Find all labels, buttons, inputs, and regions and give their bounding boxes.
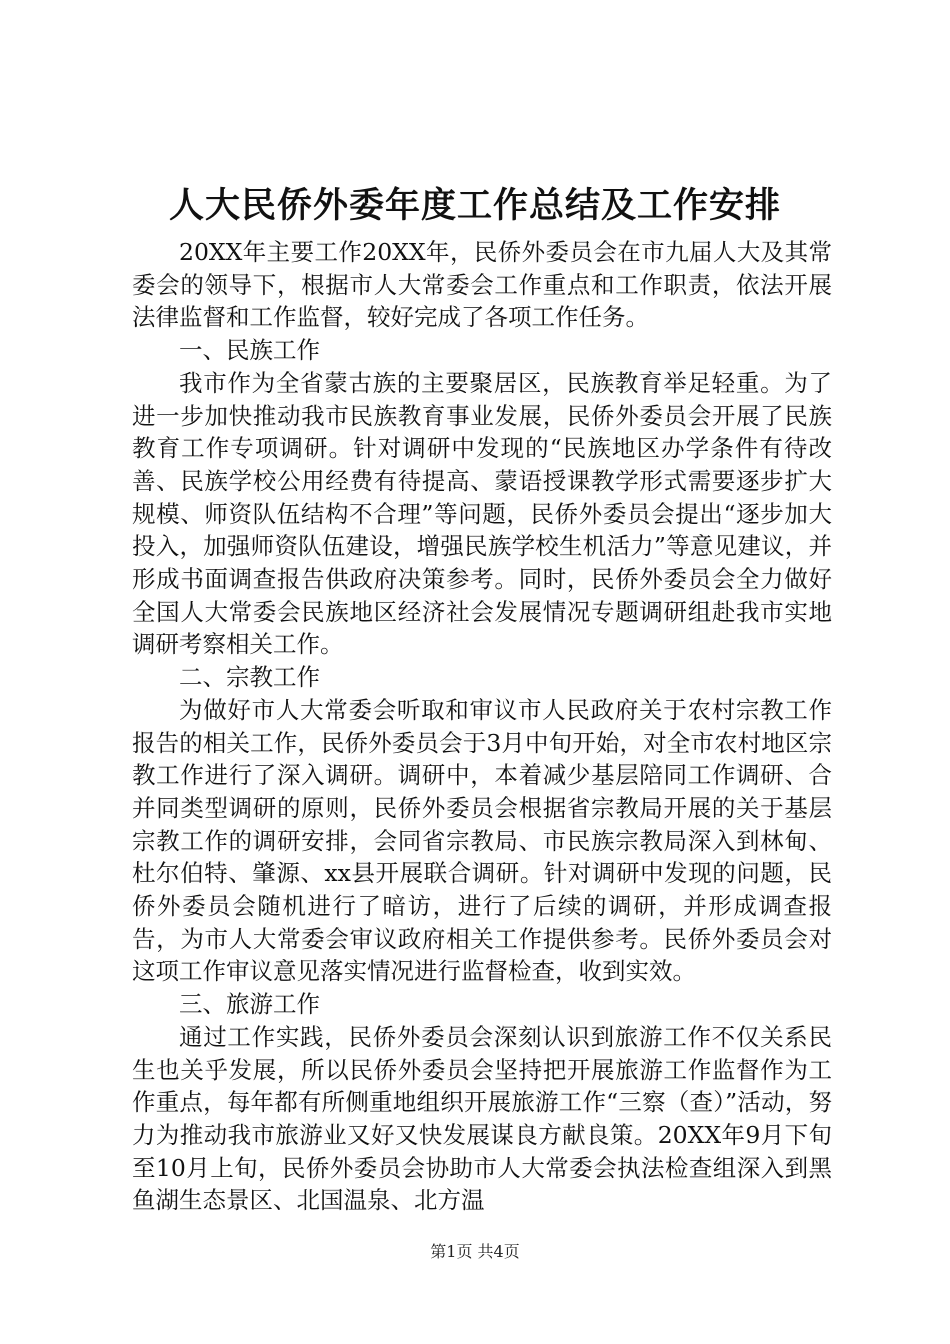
document-title: 人大民侨外委年度工作总结及工作安排 <box>168 185 781 226</box>
tourism-work-paragraph: 通过工作实践，民侨外委员会深刻认识到旅游工作不仅关系民生也关乎发展，所以民侨外委员会坚持把开展旅游工作监督作为工作重点，每年都有所侧重地组织开展旅游工作“三察（查）”活动，努力为推动我市旅游业又好又快发展谋良方献良策。20XX年9月下旬至10月上旬，民侨外委员会协助市人大常委会执法检查组深入到黑鱼湖生态景区、北国温泉、北方温 <box>132 1022 832 1215</box>
section-heading-tourism: 三、旅游工作 <box>179 990 320 1019</box>
ethnic-work-paragraph: 我市作为全省蒙古族的主要聚居区，民族教育举足轻重。为了进一步加快推动我市民族教育事业发展，民侨外委员会开展了民族教育工作专项调研。针对调研中发现的“民族地区办学条件有待改善、民族学校公用经费有待提高、蒙语授课教学形式需要逐步扩大规模、师资队伍结构不合理”等问题，民侨外委员会提出“逐步加大投入，加强师资队伍建设，增强民族学校生机活力”等意见建议，并形成书面调查报告供政府决策参考。同时，民侨外委员会全力做好全国人大常委会民族地区经济社会发展情况专题调研组赴我市实地调研考察相关工作。 <box>132 368 832 659</box>
religion-work-paragraph: 为做好市人大常委会听取和审议市人民政府关于农村宗教工作报告的相关工作，民侨外委员会于3月中旬开始，对全市农村地区宗教工作进行了深入调研。调研中，本着减少基层陪同工作调研、合并同类型调研的原则，民侨外委员会根据省宗教局开展的关于基层宗教工作的调研安排，会同省宗教局、市民族宗教局深入到林甸、杜尔伯特、肇源、xx县开展联合调研。针对调研中发现的问题，民侨外委员会随机进行了暗访，进行了后续的调研，并形成调查报告，为市人大常委会审议政府相关工作提供参考。民侨外委员会对这项工作审议意见落实情况进行监督检查，收到实效。 <box>132 695 832 986</box>
intro-paragraph: 20XX年主要工作20XX年，民侨外委员会在市九届人大及其常委会的领导下，根据市人大常委会工作重点和工作职责，依法开展法律监督和工作监督，较好完成了各项工作任务。 <box>132 238 832 332</box>
page-number-footer: 第1页 共4页 <box>430 1242 520 1261</box>
document-body <box>132 236 832 1217</box>
section-heading-religion: 二、宗教工作 <box>179 663 320 692</box>
section-heading-ethnic: 一、民族工作 <box>179 336 320 365</box>
